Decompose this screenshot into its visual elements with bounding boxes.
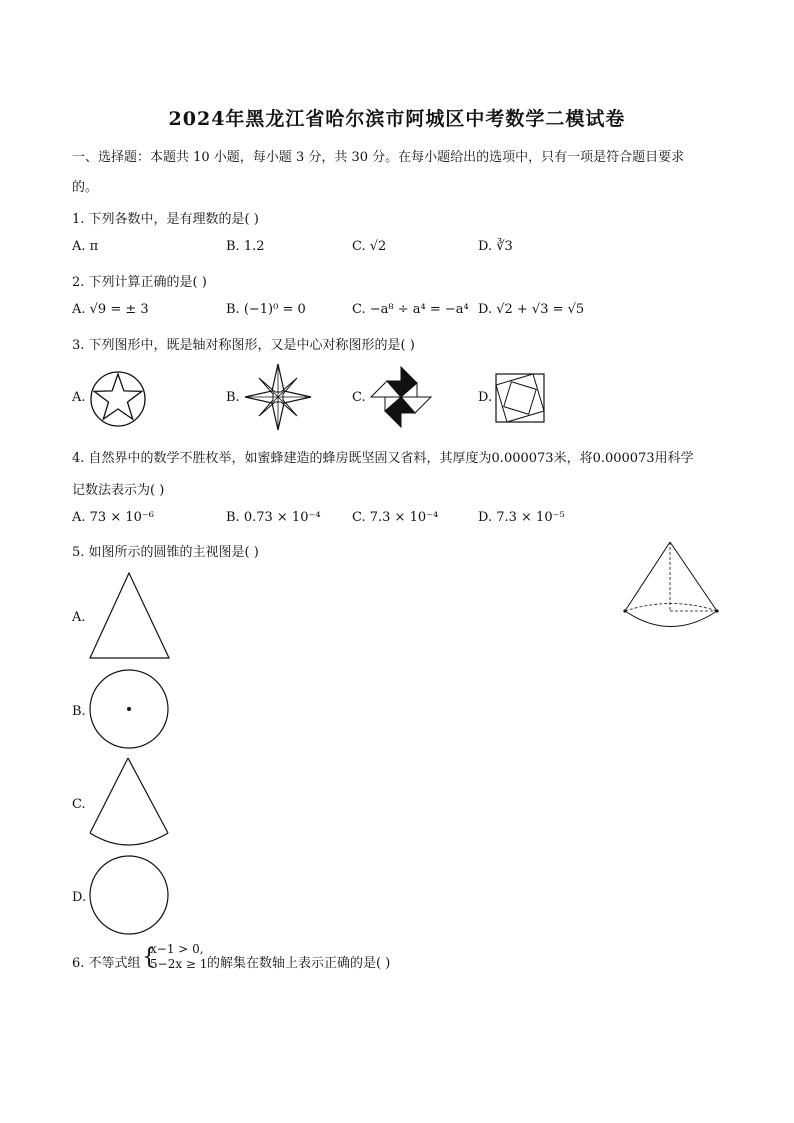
sector-figure (88, 757, 170, 847)
section-instructions-line2: 的。 (72, 180, 99, 195)
question-4-option-d: D. 7.3 × 10⁻⁵ (478, 510, 565, 525)
circle-with-center-figure (88, 668, 170, 750)
page-title: 2024年黑龙江省哈尔滨市阿城区中考数学二模试卷 (168, 108, 626, 130)
question-1-option-c: C. √2 (352, 239, 387, 254)
star-in-circle-figure (89, 370, 147, 428)
question-1-option-a: A. π (72, 239, 99, 254)
inequality-1: x−1 > 0, (150, 942, 204, 956)
question-2-stem: 2. 下列计算正确的是( ) (72, 275, 207, 290)
question-5-option-a-label: A. (72, 610, 86, 625)
question-1-stem: 1. 下列各数中，是有理数的是( ) (72, 212, 259, 227)
question-6-stem-suffix: 的解集在数轴上表示正确的是( ) (207, 956, 391, 971)
question-3-stem: 3. 下列图形中，既是轴对称图形，又是中心对称图形的是( ) (72, 338, 415, 353)
question-3-option-a-label: A. (72, 390, 86, 405)
question-6-stem-prefix: 6. 不等式组 (72, 956, 141, 971)
question-4-option-b: B. 0.73 × 10⁻⁴ (226, 510, 321, 525)
question-1-option-d: D. ∛3 (478, 239, 513, 254)
question-2-option-b: B. (−1)⁰ = 0 (226, 302, 306, 317)
question-4-option-a: A. 73 × 10⁻⁶ (72, 510, 154, 525)
question-2-option-a: A. √9 = ± 3 (72, 302, 149, 317)
section-instructions-line1: 一、选择题：本题共 10 小题，每小题 3 分，共 30 分。在每小题给出的选项中，只有一项是符合题目要求 (72, 150, 685, 165)
question-5-option-c-label: C. (72, 797, 86, 812)
question-5-option-d-label: D. (72, 890, 87, 905)
question-4-option-c: C. 7.3 × 10⁻⁴ (352, 510, 439, 525)
question-3-option-d-label: D. (478, 390, 493, 405)
question-3-option-c-label: C. (352, 390, 366, 405)
question-2-option-c: C. −a⁸ ÷ a⁴ = −a⁴ (352, 302, 469, 317)
pinwheel-figure (369, 365, 433, 429)
inequality-2: 5−2x ≥ 1 (150, 957, 208, 971)
circle-figure (88, 854, 170, 936)
question-5-option-b-label: B. (72, 704, 86, 719)
triangle-figure (89, 572, 171, 660)
inequality-system (150, 942, 207, 972)
question-5-stem: 5. 如图所示的圆锥的主视图是( ) (72, 545, 259, 560)
question-4-stem-line2: 记数法表示为( ) (72, 483, 165, 498)
compass-star-figure (244, 363, 312, 431)
question-4-stem-line1: 4. 自然界中的数学不胜枚举，如蜜蜂建造的蜂房既坚固又省料，其厚度为0.000073米，将0.000073用科学 (72, 451, 694, 466)
nested-squares-figure (495, 373, 545, 423)
question-1-option-b: B. 1.2 (226, 239, 265, 254)
cone-figure (622, 540, 722, 636)
question-3-option-b-label: B. (226, 390, 240, 405)
question-2-option-d: D. √2 + √3 = √5 (478, 302, 585, 317)
brace-glyph: { (142, 945, 156, 970)
